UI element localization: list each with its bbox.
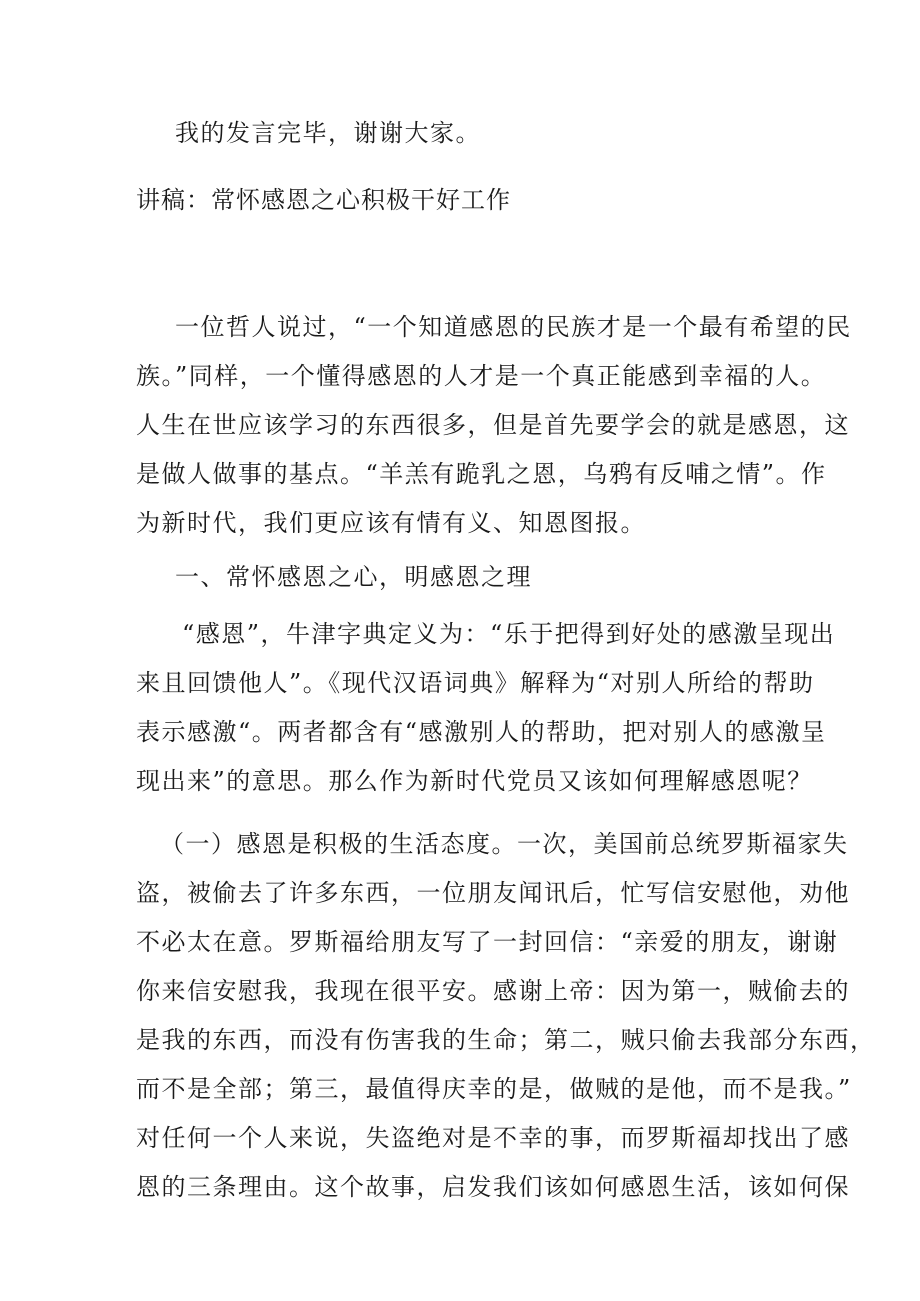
paragraph-3-line-6: 而不是全部；第三，最值得庆幸的是，做贼的是他，而不是我。”: [136, 1075, 852, 1103]
paragraph-2-line-2: 来且回馈他人”。《现代汉语词典》解释为“对别人所给的帮助: [136, 669, 815, 697]
paragraph-2-line-1: “感恩”，牛津字典定义为：“乐于把得到好处的感激呈现出: [182, 620, 836, 648]
closing-line: 我的发言完毕，谢谢大家。: [175, 119, 481, 147]
paragraph-1-line-1: 一位哲人说过，“一个知道感恩的民族才是一个最有希望的民: [175, 313, 852, 341]
paragraph-2-line-4: 现出来”的意思。那么作为新时代党员又该如何理解感恩呢？: [136, 767, 813, 795]
paragraph-1-line-3: 人生在世应该学习的东西很多，但是首先要学会的就是感恩，这: [136, 411, 850, 439]
paragraph-3-line-5: 是我的东西，而没有伤害我的生命；第二，贼只偷去我部分东西，: [136, 1026, 876, 1054]
paragraph-3-line-2: 盗，被偷去了许多东西，一位朋友闻讯后，忙写信安慰他，劝他: [136, 879, 850, 907]
section-heading-1: 一、常怀感恩之心，明感恩之理: [175, 563, 532, 591]
speech-title: 讲稿：常怀感恩之心积极干好工作: [136, 186, 511, 214]
paragraph-3-line-4: 你来信安慰我，我现在很平安。感谢上帝：因为第一，贼偷去的: [136, 977, 850, 1005]
paragraph-1-line-5: 为新时代，我们更应该有情有义、知恩图报。: [136, 509, 646, 537]
paragraph-3-line-7: 对任何一个人来说，失盗绝对是不幸的事，而罗斯福却找出了感: [136, 1124, 850, 1152]
paragraph-3-line-1: （一）感恩是积极的生活态度。一次，美国前总统罗斯福家失: [160, 830, 849, 858]
paragraph-3-line-8: 恩的三条理由。这个故事，启发我们该如何感恩生活，该如何保: [136, 1173, 850, 1201]
paragraph-1-line-4: 是做人做事的基点。“羊羔有跪乳之恩，乌鸦有反哺之情”。作: [136, 460, 827, 488]
paragraph-1-line-2: 族。”同样，一个懂得感恩的人才是一个真正能感到幸福的人。: [136, 362, 827, 390]
paragraph-2-line-3: 表示感激“。两者都含有“感激别人的帮助，把对别人的感激呈: [136, 718, 827, 746]
paragraph-3-line-3: 不必太在意。罗斯福给朋友写了一封回信：“亲爱的朋友，谢谢: [136, 928, 839, 956]
